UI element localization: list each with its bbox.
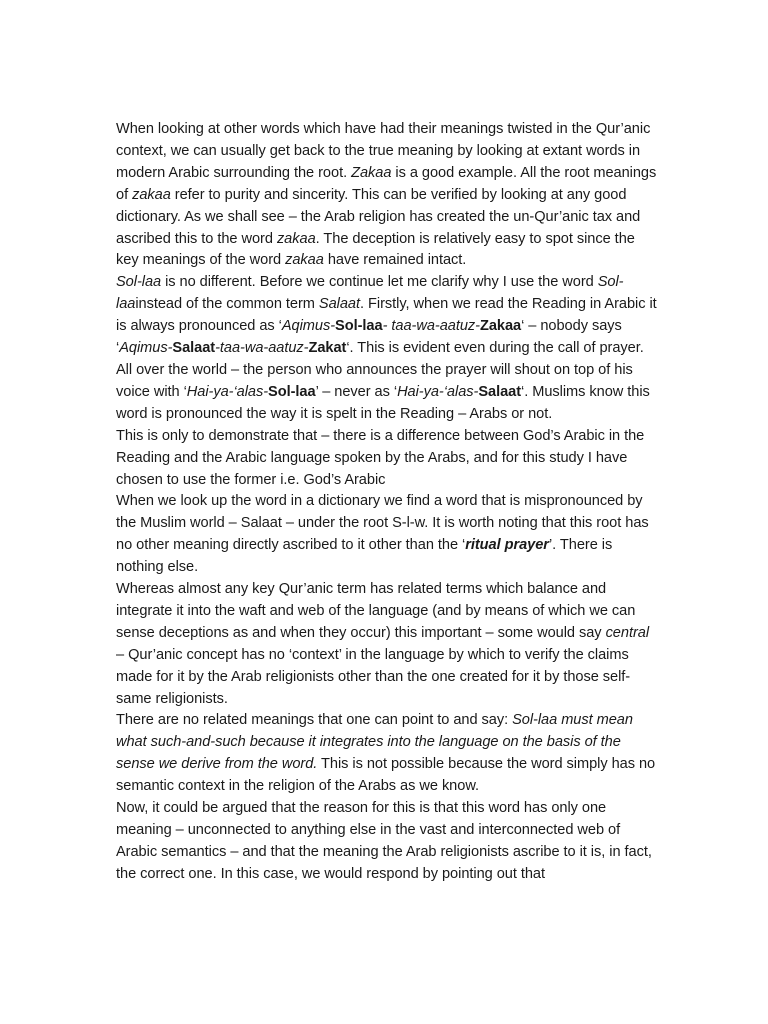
text-segment: have remained intact. — [323, 252, 467, 269]
document-page — [116, 119, 661, 886]
text-segment: Aqimus- — [281, 318, 336, 335]
paragraph-one-meaning — [116, 798, 661, 886]
text-segment: Zakaa — [351, 164, 392, 181]
text-segment: This is only to demonstrate that – there is a difference between God’s Arabic in the Reading and the Arabic language spoken by the Arabs, and for this study I have chosen to use the former i.e. God’s Arabic — [116, 427, 645, 488]
text-segment: zakaa — [132, 186, 171, 203]
paragraph-context — [116, 579, 661, 710]
text-segment: -taa-wa-aatuz- — [215, 340, 309, 357]
text-segment: ‘. Muslims know this word is pronounced the way it is spelt in the Reading – Arabs or not. — [116, 383, 650, 422]
text-segment: When looking at other words which have had their meanings twisted in the Qur’anic context, we can usually get back to the true meaning by looking at extant words in modern Arabic surrounding the root. — [116, 121, 651, 181]
text-segment: Zakaa — [479, 318, 522, 335]
text-segment: Sol-laa — [116, 274, 162, 291]
text-segment: - taa-wa-aatuz- — [382, 318, 480, 335]
text-segment: When we look up the word in a dictionary we find a word that is mispronounced by the Muslim world – Salaat – under the root S-l-w. It is worth noting that this root has no other meaning directly ascribed to it other than the ‘ — [116, 493, 649, 554]
text-segment: central — [605, 624, 650, 641]
paragraph-sol-laa — [116, 272, 661, 425]
text-segment: Salaat — [172, 340, 216, 357]
text-segment: Hai-ya-‘alas- — [397, 383, 479, 400]
paragraph-related-meanings — [116, 710, 661, 798]
text-segment: . Firstly, when we read the Reading in Arabic it is always pronounced as ‘ — [116, 296, 657, 335]
text-segment: zakaa — [276, 230, 316, 247]
text-segment: ’ – never as ‘ — [315, 383, 398, 400]
text-segment: Sol-laa — [335, 318, 383, 335]
text-segment: This is not possible because the word simply has no semantic context in the religion of the Arabs as we know. — [116, 756, 656, 795]
text-segment: Sol-laa must mean what such-and-such because it integrates into the language on the basis of the sense we derive from the word. — [116, 712, 633, 773]
text-segment: Sol-laa — [116, 274, 624, 313]
text-segment: Sol-laa — [268, 383, 316, 400]
text-segment: is no different. Before we continue let me clarify why I use the word — [161, 274, 598, 291]
paragraph-dictionary — [116, 491, 661, 579]
text-segment: Whereas almost any key Qur’anic term has related terms which balance and integrate it into the waft and web of the language (and by means of which we can sense deceptions as and when they occur) this important – some would say — [116, 581, 636, 641]
text-segment: instead of the common term — [135, 296, 319, 313]
text-segment: Aqimus- — [119, 340, 173, 357]
text-segment: ritual prayer — [465, 537, 549, 554]
text-segment: Now, it could be argued that the reason for this is that this word has only one meaning – unconnected to anything else in the vast and interconnected web of Arabic semantics – and that the meaning the Arab religionists ascribe to it is, in fact, the correct one. In this case, we would respond by pointing out that — [116, 800, 652, 882]
text-segment: Hai-ya-‘alas- — [186, 383, 269, 400]
text-segment: zakaa — [285, 252, 324, 269]
paragraph-zakaa — [116, 119, 661, 272]
text-segment: There are no related meanings that one can point to and say: — [116, 712, 513, 729]
text-segment: ‘. This is evident even during the call of prayer. All over the world – the person who announces the prayer will shout on top of his voice with ‘ — [116, 340, 644, 400]
text-segment: . The deception is relatively easy to spot since the key meanings of the word — [116, 230, 635, 269]
text-segment: ’. There is nothing else. — [116, 537, 613, 576]
paragraph-gods-arabic — [116, 426, 661, 492]
text-segment: ‘ – nobody says ‘ — [116, 318, 622, 357]
text-segment: – Qur’anic concept has no ‘context’ in the language by which to verify the claims made for it by the Arab religionists other than the one created for it by those self-same religionists. — [116, 646, 631, 707]
text-segment: Salaat — [478, 383, 522, 400]
text-segment: Zakat — [308, 340, 347, 357]
text-segment: refer to purity and sincerity. This can be verified by looking at any good dictionary. As we shall see – the Arab religion has created the un-Qur’anic tax and ascribed this to the word — [116, 186, 641, 247]
text-segment: Salaat — [318, 296, 361, 313]
text-segment: is a good example. All the root meanings of — [116, 164, 657, 203]
